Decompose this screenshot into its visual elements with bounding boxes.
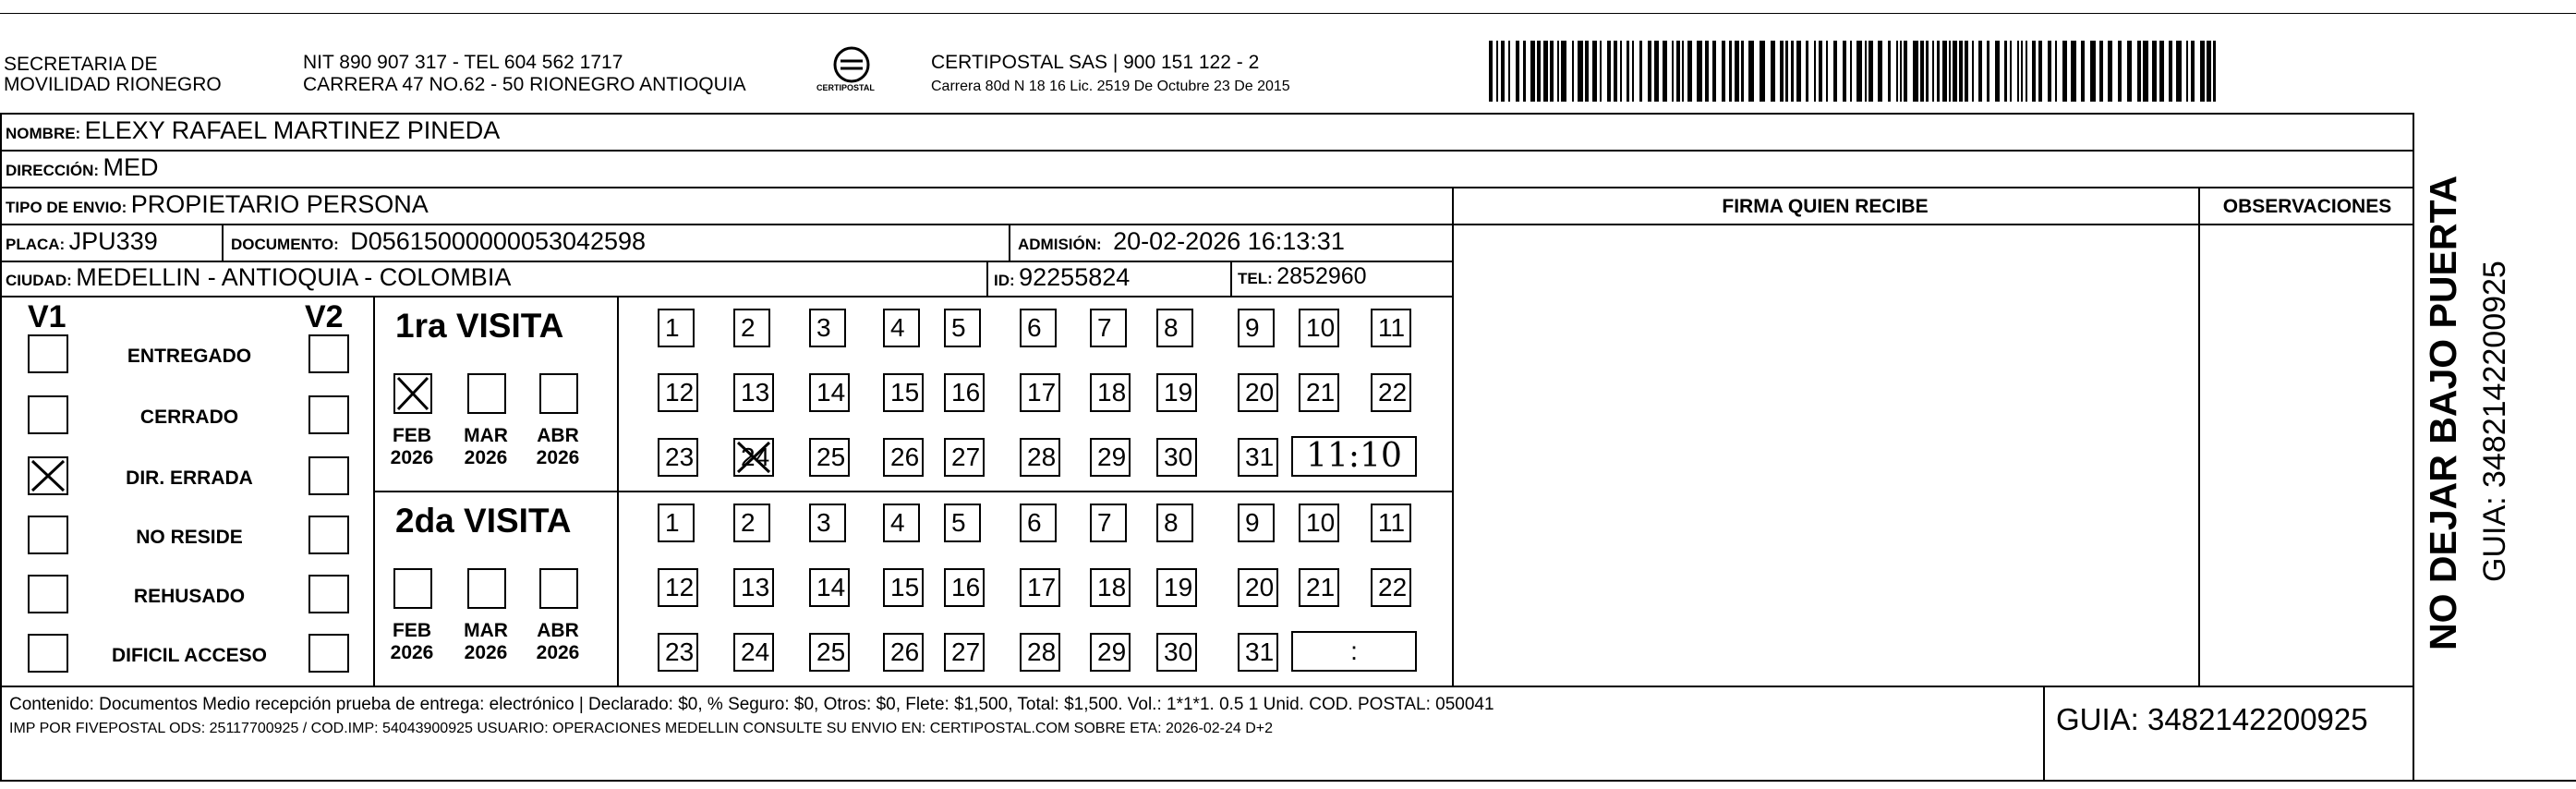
barcode-bar [2032,41,2036,102]
barcode-bar [1712,41,1716,102]
day-box[interactable]: 14 [809,568,850,607]
barcode-bar [1913,41,1918,102]
tipo-row [6,190,429,219]
barcode-bar [1953,41,1957,102]
barcode-bar [1501,41,1505,102]
barcode-bar [2137,41,2141,102]
month-year: 2026 [390,447,434,468]
v1-checkbox[interactable] [28,395,68,434]
day-box[interactable]: 20 [1238,568,1278,607]
barcode-bar [2127,41,2132,102]
barcode-bar [2099,41,2103,102]
id-value: 92255824 [1019,263,1131,291]
courier-license: Carrera 80d N 18 16 Lic. 2519 De Octubre 23 De 2015 [931,79,1290,94]
delivery-option-label: DIR. ERRADA [126,467,253,489]
barcode-bar [1748,41,1754,102]
barcode-bar [1722,41,1725,102]
barcode-bar [1972,41,1974,102]
barcode-bar [2200,41,2205,102]
day-box[interactable]: 9 [1238,504,1275,542]
barcode-bar [1676,41,1680,102]
documento-label: DOCUMENTO: [231,236,339,253]
day-box[interactable]: 25 [809,438,850,477]
month-label [530,620,586,664]
day-box[interactable]: 24 [733,438,774,477]
barcode-bar [1959,41,1963,102]
barcode-bar [2159,41,2164,102]
barcode-bar [2071,41,2076,102]
placa-label: PLACA: [6,236,66,253]
month-year: 2026 [536,642,580,663]
barcode-bar [1523,41,1526,102]
day-box[interactable]: 24 [733,633,774,672]
barcode-bar [1850,41,1852,102]
day-box[interactable]: 22 [1371,373,1411,412]
barcode-bar [1780,41,1784,102]
v1-checkbox[interactable] [28,334,68,373]
barcode-bar [1537,41,1541,102]
barcode-bar [1932,41,1934,102]
barcode-bar [1995,41,2000,102]
v2-checkbox[interactable] [308,334,349,373]
barcode-bar [1965,41,1968,102]
barcode-bar [1987,41,1989,102]
barcode-bar [1632,41,1634,102]
barcode-bar [1791,41,1794,102]
day-box[interactable]: 7 [1090,309,1127,347]
day-box[interactable]: 30 [1156,633,1197,672]
month-label [458,425,514,469]
barcode-bar [1904,41,1907,102]
barcode-bar [1741,41,1744,102]
barcode-bar [1543,41,1548,102]
day-box[interactable]: 19 [1156,373,1197,412]
day-box[interactable]: 15 [883,373,924,412]
footer-line [0,686,2414,687]
barcode-bar [2176,41,2182,102]
nombre-row [6,116,500,145]
delivery-option-label: NO RESIDE [136,527,243,548]
id-field [994,263,1130,292]
certipostal-logo [815,44,889,96]
day-box[interactable]: 18 [1090,373,1131,412]
col-line [222,224,224,261]
barcode-bar [2118,41,2122,102]
logo-text: CERTIPOSTAL [816,83,875,92]
v1-label: V1 [28,299,67,334]
day-box[interactable]: 28 [1020,438,1060,477]
v2-label: V2 [305,299,344,334]
barcode-bar [1705,41,1709,102]
side-guia: GUIA: 3482142200925 [2477,261,2512,582]
sender-address: CARRERA 47 NO.62 - 50 RIONEGRO ANTIOQUIA [303,74,746,95]
month-checkbox[interactable] [467,568,506,609]
barcode-bar [2169,41,2172,102]
day-box[interactable]: 17 [1020,568,1060,607]
day-box[interactable]: 10 [1299,309,1339,347]
v2-checkbox[interactable] [308,516,349,554]
day-box[interactable]: 8 [1156,309,1193,347]
barcode-bar [1639,41,1642,102]
day-box[interactable]: 21 [1299,373,1339,412]
admision-label: ADMISIÓN: [1018,236,1102,253]
day-box[interactable]: 11 [1371,309,1411,347]
barcode-bar [1843,41,1846,102]
barcode-bar [1760,41,1765,102]
day-box[interactable]: 25 [809,633,850,672]
day-box[interactable]: 31 [1238,633,1278,672]
day-box[interactable]: 16 [944,568,985,607]
barcode-bar [2017,41,2019,102]
tipo-label: TIPO DE ENVIO: [6,199,127,216]
admision-field [1018,227,1345,256]
barcode-bar [1865,41,1867,102]
barcode-bar [1735,41,1739,102]
month-name: MAR [464,425,508,446]
barcode-bar [2004,41,2007,102]
day-box[interactable]: 13 [733,373,774,412]
barcode-bar [2026,41,2027,102]
day-box[interactable]: 12 [658,568,698,607]
direccion-row [6,153,159,182]
row-line [0,224,2414,225]
placa-field [6,227,158,256]
tel-field [1238,263,1367,290]
day-box[interactable]: 26 [883,633,924,672]
v2-checkbox[interactable] [308,575,349,613]
barcode-bar [1663,41,1667,102]
day-box[interactable]: 20 [1238,373,1278,412]
day-box[interactable]: 22 [1371,568,1411,607]
tel-label: TEL: [1238,270,1273,287]
barcode-bar [2213,41,2216,102]
day-box[interactable]: 2 [733,504,770,542]
barcode-bar [2038,41,2042,102]
barcode-bar [1607,41,1611,102]
visit-time-box[interactable]: : [1291,631,1417,672]
barcode-bar [1937,41,1940,102]
v2-checkbox[interactable] [308,634,349,673]
barcode-bar [1620,41,1622,102]
barcode-bar [1654,41,1659,102]
barcode-bar [1826,41,1828,102]
barcode-bar [1572,41,1574,102]
observaciones-label: OBSERVACIONES [2222,196,2392,217]
barcode-bar [2191,41,2195,102]
day-box[interactable]: 27 [944,633,985,672]
barcode-bar [1682,41,1684,102]
v1-checkbox[interactable] [28,516,68,554]
contenido-text: Contenido: Documentos Medio recepción prueba de entrega: electrónico | Declarado: $0, % Seguro: $0, Otros: $0, Flete: $1,500, Total: $1,500. Vol.: 1*1*1. 0.5 1 Unid. COD. POSTAL: 050041 [9,695,1494,714]
day-box[interactable]: 31 [1238,438,1278,477]
day-box[interactable]: 28 [1020,633,1060,672]
barcode-bar [1585,41,1589,102]
direccion-value: MED [103,153,159,181]
barcode-bar [2090,41,2096,102]
day-box[interactable]: 8 [1156,504,1193,542]
day-box[interactable]: 9 [1238,309,1275,347]
tel-value: 2852960 [1276,263,1367,289]
barcode-bar [1561,41,1566,102]
check-mark-icon [30,458,67,493]
month-year: 2026 [464,447,508,468]
direccion-label: DIRECCIÓN: [6,162,100,179]
row-line [0,187,2414,188]
day-box[interactable]: 16 [944,373,985,412]
barcode-bar [1856,41,1862,102]
barcode-bar [2186,41,2188,102]
month-year: 2026 [464,642,508,663]
imp-text: IMP POR FIVEPOSTAL ODS: 25117700925 / COD.IMP: 54043900925 USUARIO: OPERACIONES MEDELLIN CONSULTE SU ENVIO EN: CERTIPOSTAL.COM SOBRE ETA: 2026-02-24 D+2 [9,721,1274,736]
tipo-value: PROPIETARIO PERSONA [130,190,429,218]
side-no-dejar: NO DEJAR BAJO PUERTA [2422,175,2464,650]
footer-guia: GUIA: 3482142200925 [2056,702,2368,736]
day-box[interactable]: 15 [883,568,924,607]
barcode-bar [1489,41,1493,102]
barcode-bar [1697,41,1702,102]
barcode-bar [1833,41,1837,102]
visit-title: 1ra VISITA [395,307,564,345]
barcode-bar [1600,41,1602,102]
nombre-label: NOMBRE: [6,125,81,142]
day-box[interactable]: 12 [658,373,698,412]
month-name: FEB [393,425,431,446]
barcode-bar [1592,41,1597,102]
barcode-bar [2055,41,2057,102]
barcode-bar [1949,41,1951,102]
barcode-bar [2062,41,2067,102]
day-box[interactable]: 11 [1371,504,1411,542]
placa-value: JPU339 [68,227,158,255]
barcode-bar [2143,41,2148,102]
ciudad-label: CIUDAD: [6,272,72,289]
top-border [0,13,2576,14]
barcode-bar [1508,41,1510,102]
v1-checkbox[interactable] [28,634,68,673]
month-name: ABR [537,425,579,446]
month-checkbox[interactable] [467,373,506,414]
month-label [530,425,586,469]
day-box[interactable]: 3 [809,504,846,542]
sender-name-line1: SECRETARIA DE [4,54,158,75]
col-line [986,261,988,296]
barcode-bar [1785,41,1788,102]
barcode-bar [1869,41,1873,102]
barcode-bar [2021,41,2023,102]
col-line [1230,261,1232,296]
day-box[interactable]: 2 [733,309,770,347]
row-line [0,261,1452,262]
col-line [1452,187,1454,686]
nombre-value: ELEXY RAFAEL MARTINEZ PINEDA [84,116,501,144]
day-box[interactable]: 6 [1020,504,1057,542]
barcode-bar [1819,41,1822,102]
check-mark-icon [735,440,772,475]
barcode-bar [2108,41,2112,102]
day-box[interactable]: 5 [944,504,981,542]
barcode-bar [2207,41,2211,102]
barcode-bar [1878,41,1882,102]
month-year: 2026 [390,642,434,663]
v2-checkbox[interactable] [308,456,349,495]
col-line [2043,686,2045,782]
day-box[interactable]: 13 [733,568,774,607]
sender-nit: NIT 890 907 317 - TEL 604 562 1717 [303,52,623,73]
delivery-option-label: CERRADO [139,407,239,428]
v2-checkbox[interactable] [308,395,349,434]
day-box[interactable]: 23 [658,633,698,672]
month-checkbox[interactable] [539,568,578,609]
barcode-bar [2048,41,2051,102]
barcode-bar [1896,41,1898,102]
barcode-bar [2152,41,2157,102]
day-box[interactable]: 4 [883,309,920,347]
day-box[interactable]: 14 [809,373,850,412]
delivery-option-label: ENTREGADO [127,346,252,367]
day-box[interactable]: 10 [1299,504,1339,542]
col-line [2198,187,2200,686]
month-label [384,620,440,664]
barcode-bar [2081,41,2085,102]
month-label [384,425,440,469]
month-label [458,620,514,664]
barcode-bar [1516,41,1519,102]
courier-name: CERTIPOSTAL SAS | 900 151 122 - 2 [931,52,1260,73]
barcode-bar [1771,41,1775,102]
documento-value: D05615000000053042598 [350,227,647,255]
col-line [1009,224,1010,261]
day-box[interactable]: 6 [1020,309,1057,347]
barcode-bar [1578,41,1583,102]
barcode-bar [1942,41,1947,102]
day-box[interactable]: 29 [1090,633,1131,672]
barcode-bar [1729,41,1732,102]
day-box[interactable]: 30 [1156,438,1197,477]
barcode-bar [1648,41,1651,102]
ciudad-value: MEDELLIN - ANTIOQUIA - COLOMBIA [76,263,512,291]
barcode-bar [1920,41,1924,102]
barcode-bar [1888,41,1891,102]
day-box[interactable]: 19 [1156,568,1197,607]
visit-time-box[interactable]: 11:10 [1291,436,1417,477]
barcode-bar [1496,41,1498,102]
day-box[interactable]: 7 [1090,504,1127,542]
delivery-option-label: DIFICIL ACCESO [111,645,267,666]
visit-title: 2da VISITA [395,502,572,540]
barcode-bar [1900,41,1902,102]
barcode-bar [1978,41,1982,102]
barcode-bar [1550,41,1554,102]
month-name: FEB [393,620,431,641]
month-name: MAR [464,620,508,641]
barcode-bar [1814,41,1816,102]
sender-name-line2: MOVILIDAD RIONEGRO [4,74,222,95]
day-box[interactable]: 18 [1090,568,1131,607]
id-label: ID: [994,272,1015,289]
day-box[interactable]: 29 [1090,438,1131,477]
visit-divider [373,491,1452,492]
row-line [0,150,2414,152]
day-box[interactable]: 4 [883,504,920,542]
day-box[interactable]: 23 [658,438,698,477]
day-box[interactable]: 26 [883,438,924,477]
day-box[interactable]: 27 [944,438,985,477]
barcode-bar [1926,41,1929,102]
footer-bottom-line [0,780,2576,782]
day-box[interactable]: 21 [1299,568,1339,607]
month-year: 2026 [536,447,580,468]
delivery-option-label: REHUSADO [133,586,246,607]
firma-label: FIRMA QUIEN RECIBE [1722,196,1929,217]
month-checkbox[interactable] [539,373,578,414]
barcode-bar [2010,41,2012,102]
day-box[interactable]: 17 [1020,373,1060,412]
ciudad-field [6,263,511,292]
barcode-bar [1687,41,1692,102]
day-box[interactable]: 3 [809,309,846,347]
day-box[interactable]: 1 [658,309,695,347]
v1-checkbox[interactable] [28,575,68,613]
month-name: ABR [537,620,579,641]
barcode-bar [1627,41,1629,102]
admision-value: 20-02-2026 16:13:31 [1113,227,1345,255]
documento-field [231,227,646,256]
barcode-bar [1672,41,1674,102]
row-line [0,296,1452,297]
barcode-bar [1557,41,1559,102]
barcode-bar [1796,41,1801,102]
check-mark-icon [395,375,430,412]
month-checkbox[interactable] [393,568,432,609]
day-box[interactable]: 5 [944,309,981,347]
barcode-bar [1806,41,1808,102]
barcode-bar [1530,41,1535,102]
barcode-bar [1614,41,1617,102]
barcode [1489,41,2217,102]
day-box[interactable]: 1 [658,504,695,542]
